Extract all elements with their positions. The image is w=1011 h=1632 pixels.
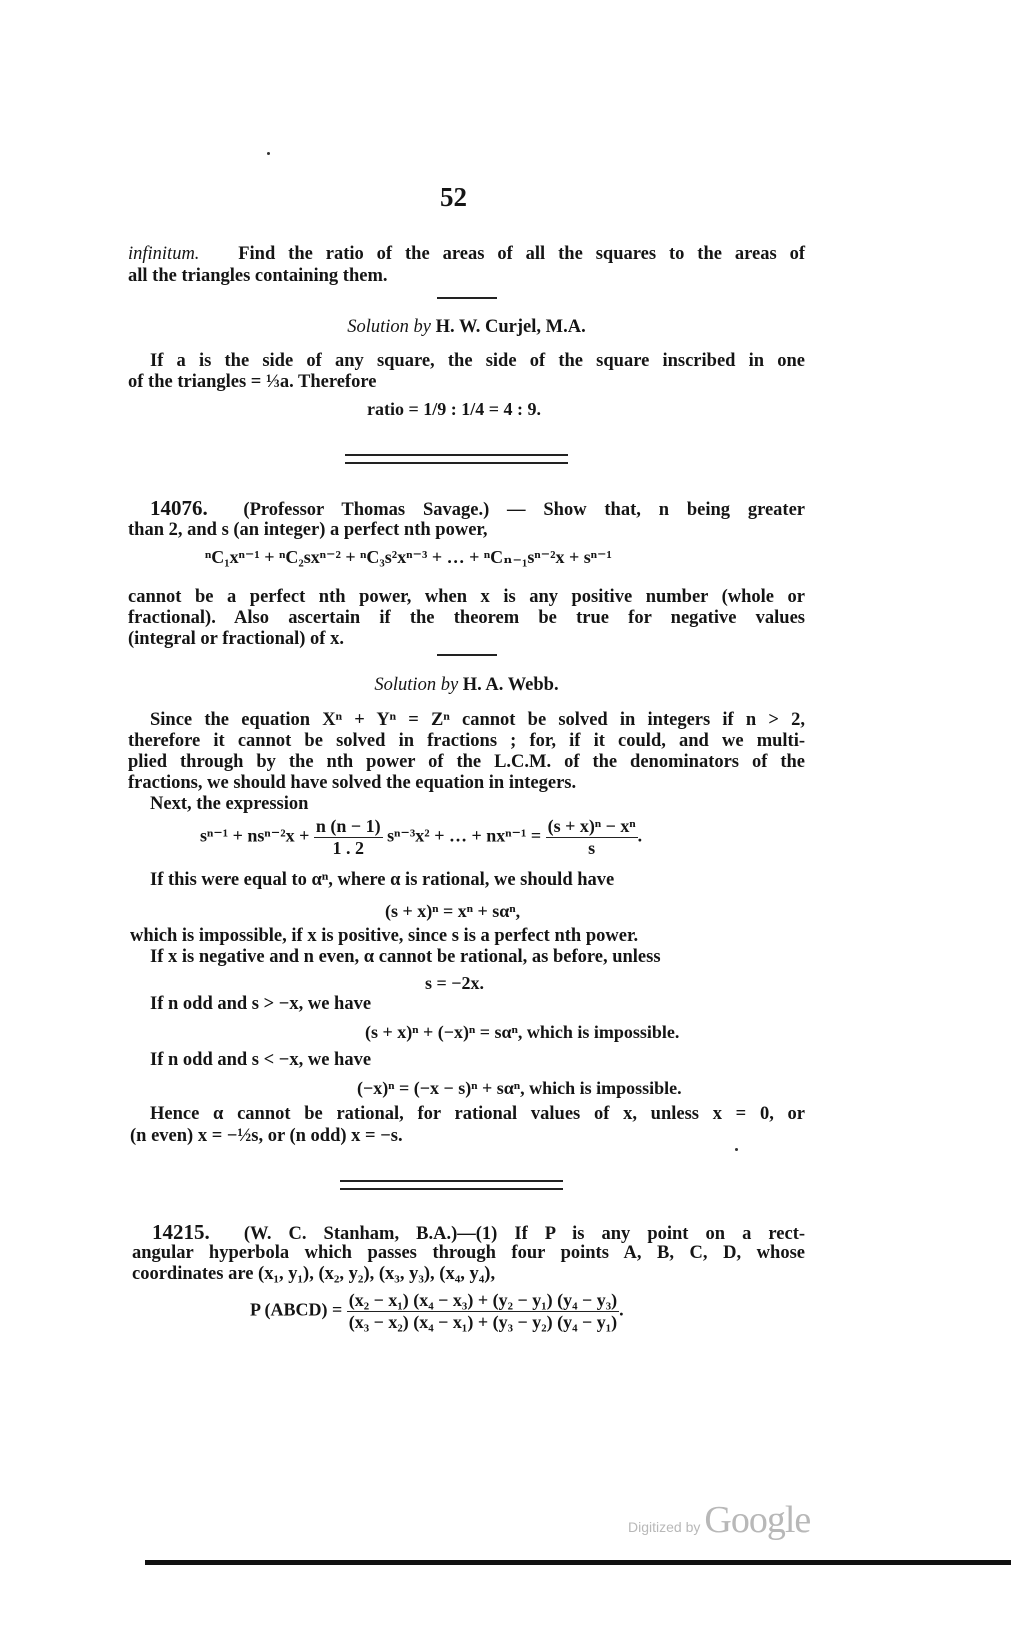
- byline-label: Solution by: [347, 317, 432, 337]
- intro-line-2: all the triangles containing them.: [128, 266, 388, 286]
- solution-line: If x is negative and n even, α cannot be rational, as before, unless: [150, 947, 661, 967]
- section-divider: [340, 1180, 563, 1190]
- problem-14215-line-1: [152, 1222, 805, 1245]
- solution-line: of the triangles = ⅓a. Therefore: [128, 372, 377, 392]
- problem-line: cannot be a perfect nth power, when x is any positive number (whole or: [128, 587, 805, 607]
- frac-den: s: [588, 838, 596, 858]
- solution-byline: [128, 675, 805, 696]
- problem-line: than 2, and s (an integer) a perfect nth power,: [128, 520, 488, 540]
- solution-line: If a is the side of any square, the side of the square inscribed in one: [150, 351, 805, 371]
- speck: [735, 1148, 738, 1151]
- solution-line: Next, the expression: [150, 794, 309, 814]
- frac-num: (x₂ − x₁) (x₄ − x₃) + (y₂ − y₁) (y₄ − y₃): [348, 1290, 618, 1310]
- google-logo: Google: [704, 1499, 811, 1541]
- problem-line: coordinates are (x₁, y₁), (x₂, y₂), (x₃, y₃), (x₄, y₄),: [132, 1264, 496, 1284]
- frac-num: n (n − 1): [315, 816, 381, 836]
- fraction: [347, 1290, 619, 1333]
- solution-line: plied through by the nth power of the L.C.M. of the denominators of the: [128, 752, 805, 772]
- problem-number: 14215.: [152, 1220, 210, 1244]
- equation: (s + x)ⁿ = xⁿ + sαⁿ,: [385, 901, 521, 921]
- page-number: 52: [440, 182, 467, 212]
- fraction: [314, 816, 383, 859]
- formula-lhs: P (ABCD) =: [250, 1299, 343, 1320]
- intro-line-1: [128, 244, 805, 265]
- solution-line: Hence α cannot be rational, for rational values of x, unless x = 0, or: [150, 1104, 805, 1124]
- equation: (s + x)ⁿ + (−x)ⁿ = sαⁿ, which is impossible.: [365, 1022, 680, 1042]
- intro-italic: infinitum.: [128, 244, 200, 264]
- problem-number: 14076.: [150, 496, 208, 520]
- byline-label: Solution by: [374, 675, 459, 695]
- frac-den: 1 . 2: [332, 838, 364, 858]
- solution-line: which is impossible, if x is positive, since s is a perfect nth power.: [130, 926, 639, 946]
- frac-den: (x₃ − x₂) (x₄ − x₁) + (y₃ − y₂) (y₄ − y₁): [348, 1312, 618, 1332]
- cross-ratio-formula: P (ABCD) = $\frac{\text{(x₂ − x₁) (x₄ − x₃) + (y₂ − y₁) (y₄ − y₃)}}{\text{(x₃ − x₂) (x₄ − x₁) + (y₃ − y₂) (y₄ − y₁)}}$ .: [250, 1290, 624, 1332]
- intro-text: Find the ratio of the areas of all the squares to the areas of: [238, 244, 805, 264]
- solution-line: If n odd and s > −x, we have: [150, 994, 372, 1014]
- equation: (−x)ⁿ = (−x − s)ⁿ + sαⁿ, which is impossible.: [357, 1078, 682, 1098]
- ratio-equation: ratio = 1/9 : 1/4 = 4 : 9.: [367, 399, 541, 419]
- rule: [437, 654, 497, 656]
- watermark-prefix: Digitized by: [628, 1519, 701, 1535]
- solution-line: fractions, we should have solved the equation in integers.: [128, 773, 577, 793]
- problem-formula: ⁿC₁xⁿ⁻¹ + ⁿC₂sxⁿ⁻² + ⁿC₃s²xⁿ⁻³ + … + ⁿCₙ₋₁sⁿ⁻²x + sⁿ⁻¹: [205, 547, 612, 567]
- solution-line: If n odd and s < −x, we have: [150, 1050, 372, 1070]
- author: H. A. Webb.: [462, 675, 559, 695]
- google-watermark: [628, 1498, 810, 1542]
- problem-14076-line-1: [150, 498, 805, 521]
- page-edge: [145, 1560, 1011, 1565]
- problem-line: fractional). Also ascertain if the theorem be true for negative values: [128, 608, 805, 628]
- frac-num: (s + x)ⁿ − xⁿ: [547, 816, 636, 836]
- section-divider: [345, 454, 568, 464]
- problem-text: (Professor Thomas Savage.) — Show that, n being greater: [243, 500, 805, 520]
- expression-equation: sⁿ⁻¹ + nsⁿ⁻²x + $\frac{n (n - 1)}{1 . 2}$ sⁿ⁻³x² + … + nxⁿ⁻¹ = $\frac{\text{(s + x)ⁿ − xⁿ}}{s}$ .: [200, 816, 643, 858]
- equation: s = −2x.: [425, 973, 485, 993]
- problem-text: (W. C. Stanham, B.A.)—(1) If P is any point on a rect-: [243, 1224, 806, 1244]
- solution-byline: [128, 317, 805, 338]
- rule: [437, 297, 497, 299]
- solution-line: therefore it cannot be solved in fractions ; for, if it could, and we multi-: [128, 731, 805, 751]
- fraction: [546, 816, 638, 859]
- solution-line: (n even) x = −½s, or (n odd) x = −s.: [130, 1126, 403, 1146]
- problem-line: (integral or fractional) of x.: [128, 629, 344, 649]
- solution-line: If this were equal to αⁿ, where α is rational, we should have: [150, 870, 615, 890]
- author: H. W. Curjel, M.A.: [435, 317, 586, 337]
- speck: [267, 152, 270, 155]
- solution-line: Since the equation Xⁿ + Yⁿ = Zⁿ cannot be solved in integers if n > 2,: [150, 710, 805, 730]
- expr-left: sⁿ⁻¹ + nsⁿ⁻²x +: [200, 825, 310, 846]
- problem-line: angular hyperbola which passes through four points A, B, C, D, whose: [132, 1243, 805, 1263]
- expr-mid: sⁿ⁻³x² + … + nxⁿ⁻¹ =: [387, 825, 542, 846]
